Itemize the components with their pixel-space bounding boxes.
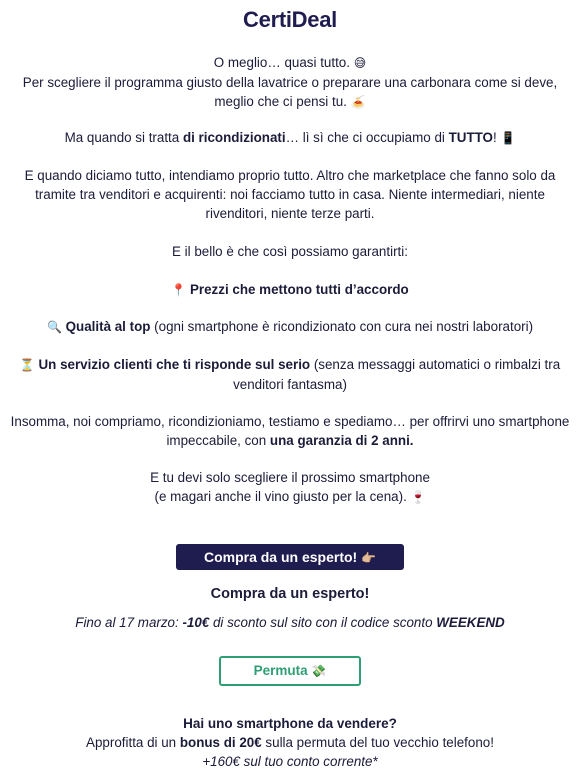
sell-note: +160€ sul tuo conto corrente* xyxy=(202,754,378,769)
pointing-hand-icon: 👉🏼 xyxy=(361,551,377,565)
wine-glass-icon: 🍷 xyxy=(410,490,426,504)
guarantee-intro: E il bello è che così possiamo garantirti: xyxy=(172,244,408,259)
sell-heading: Hai uno smartphone da vendere? xyxy=(183,716,397,731)
benefit-support: ⏳ Un servizio clienti che ti risponde sul serio (senza messaggi automatici o rimbalzi tra venditori fantasma) xyxy=(19,357,561,392)
choose-paragraph: E tu devi solo scegliere il prossimo smartphone (e magari anche il vino giusto per la cena). 🍷 xyxy=(150,470,430,504)
pin-icon: 📍 xyxy=(171,283,187,297)
sell-bonus-text: Approfitta di un bonus di 20€ sulla permuta del tuo vecchio telefono! xyxy=(86,735,494,750)
benefit-prices: 📍 Prezzi che mettono tutti d’accordo xyxy=(171,282,409,297)
refurbished-paragraph: Ma quando si tratta di ricondizionati… lì sì che ci occupiamo di TUTTO! 📱 xyxy=(64,130,516,145)
spaghetti-icon: 🍝 xyxy=(350,95,366,109)
mobile-phone-icon: 📱 xyxy=(500,131,516,145)
trade-in-button[interactable]: Permuta 💸 xyxy=(219,656,361,686)
everything-paragraph: E quando diciamo tutto, intendiamo proprio tutto. Altro che marketplace che fanno solo da tramite tra venditori e acquirenti: noi facciamo tutto in casa. Niente intermediari, niente rivenditori, niente terze parti. xyxy=(24,168,556,221)
buy-from-expert-button[interactable]: Compra da un esperto! 👉🏼 xyxy=(176,544,404,570)
money-wings-icon: 💸 xyxy=(311,664,327,678)
magnifier-icon: 🔍 xyxy=(46,320,62,334)
logo-wordmark: CertiDeal xyxy=(243,7,337,32)
promo-text: Fino al 17 marzo: -10€ di sconto sul sito con il codice sconto WEEKEND xyxy=(75,615,505,630)
benefit-quality: 🔍 Qualità al top (ogni smartphone è ricondizionato con cura nei nostri laboratori) xyxy=(46,319,534,334)
certideal-logo[interactable] xyxy=(0,6,580,34)
hourglass-icon: ⏳ xyxy=(19,358,35,372)
grinning-sweat-icon: 😅 xyxy=(353,56,367,70)
logo-letter-c: C xyxy=(243,7,259,32)
cta-heading: Compra da un esperto! xyxy=(210,586,370,602)
warranty-paragraph: Insomma, noi compriamo, ricondizioniamo, testiamo e spediamo… per offrirvi uno smartphone impeccabile, con una garanzia di 2 anni. xyxy=(10,414,570,448)
intro-paragraph: O meglio… quasi tutto. 😅 Per scegliere il programma giusto della lavatrice o preparare una carbonara come si deve, meglio che ci pensi tu. 🍝 xyxy=(22,55,558,109)
